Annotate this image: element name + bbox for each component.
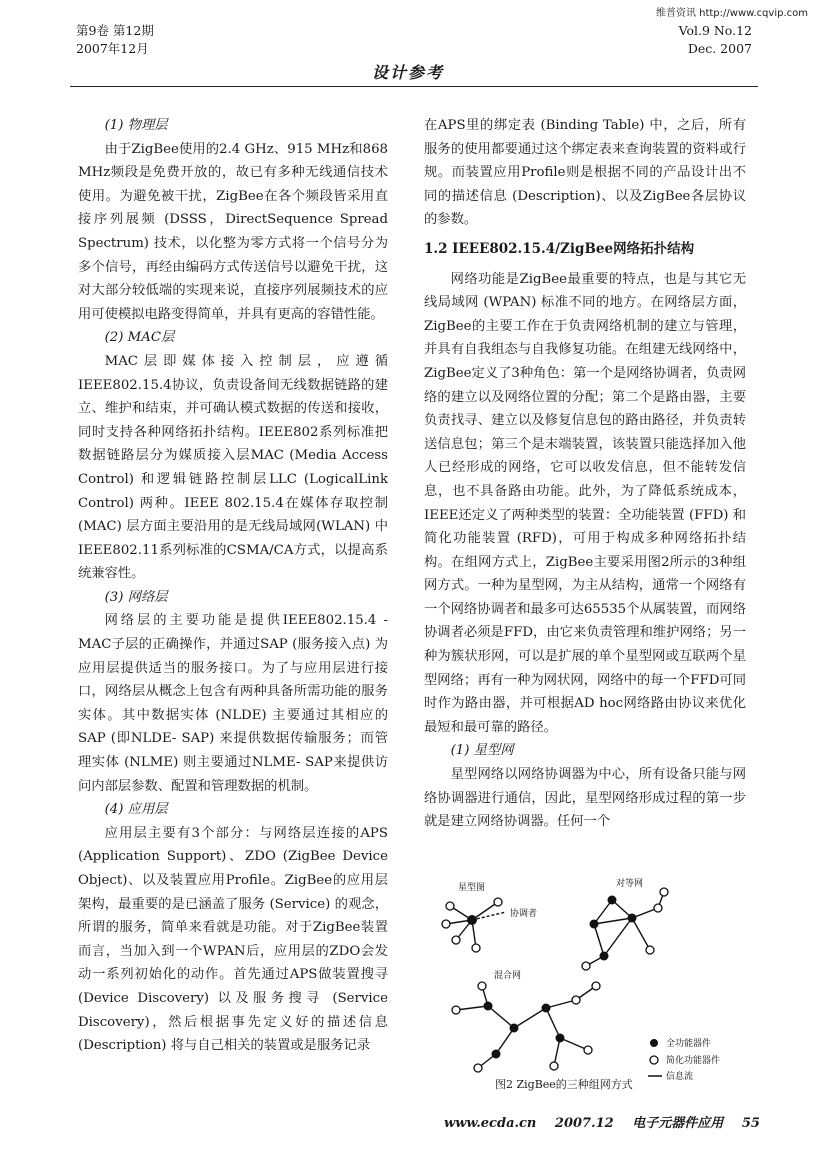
- left-column: [78, 114, 388, 1058]
- label-star: 星型图: [458, 883, 486, 893]
- footer-journal: 电子元器件应用: [632, 1116, 724, 1131]
- volume-label: 第9卷 第12期: [76, 23, 154, 38]
- legend-rfd-symbol: [650, 1056, 658, 1064]
- header-right: [679, 22, 752, 58]
- header-left: [76, 22, 154, 58]
- legend-ffd: 全功能器件: [666, 1039, 712, 1049]
- label-mixed: 混合网: [494, 971, 522, 981]
- label-peer: 对等网: [616, 879, 644, 889]
- issue-date: 2007年12月: [76, 41, 149, 56]
- header-rule: [70, 86, 758, 87]
- footer-site: www.ecdа.cn: [444, 1116, 537, 1131]
- footer-issue: 2007.12: [554, 1116, 614, 1131]
- date-en: Dec. 2007: [687, 41, 752, 56]
- subsection-title: (1) 星型网: [450, 743, 514, 759]
- label-coordinator: 协调者: [510, 909, 538, 919]
- paragraph: 网络功能是ZigBee最重要的特点，也是与其它无线局域网 (WPAN) 标准不同的地方。在网络层方面，ZigBee的主要工作在于负责网络机制的建立与管理，并具有自我组态与自我修复功能。在组建无线网络中，ZigBee定义了3种角色：第一个是网络协调者，负责网络的建立以及网络位置的分配；第二个是路由器，主要负责找寻、建立以及修复信息包的路由路径，并负责转送信息包；第三个是末端装置，该装置只能选择加入他人已经形成的网络，它可以收发信息，但不能转发信息，也不具备路由功能。此外，为了降低系统成本，IEEE还定义了两种类型的装置：全功能装置 (FFD) 和简化功能装置 (RFD)，可用于构成多种网络拓扑结构。在组网方式上，ZigBee主要采用图2所示的3种组网方式。一种为星型网，为主从结构，通常一个网络有一个网络协调者和最多可达65535个从属装置，而网络协调者必须是FFD，由它来负责管理和维护网络；另一种为簇状形网，可以是扩展的单个星型网或互联两个星型网络；再有一种为网状网，网络中的每一个FFD可同时作为路由器，并可根据AD hoc网络路由协议来优化最短和最可靠的路径。: [424, 271, 746, 735]
- subsection-title: (1) 物理层: [104, 118, 168, 133]
- paragraph: 在APS里的绑定表 (Binding Table) 中，之后，所有服务的使用都要通过这个绑定表来查询装置的资料或行规。而装置应用Profile则是根据不同的产品设计出不同的描述信息 (Description)、以及ZigBee各层协议的参数。: [424, 118, 746, 228]
- footer-page: 55: [741, 1116, 760, 1131]
- legend-flow: 信息流: [666, 1072, 694, 1082]
- column-title: 设计参考: [372, 63, 445, 82]
- paragraph: 由于ZigBee使用的2.4 GHz、915 MHz和868 MHz频段是免费开放的，故已有多种无线通信技术使用。为避免被干扰，ZigBee在各个频段皆采用直接序列展频 (DSSS，DirectSequence Spread Spectrum) 技术，以化整为零方式将一个信号分为多个信号，再经由编码方式传送信号以避免干扰，这对大部分较低端的实现来说，直接序列展频技术的应用可使模拟电路变得简单，并具有更高的容错性能。: [78, 141, 388, 322]
- page-footer: [444, 1112, 774, 1131]
- paragraph: 网络层的主要功能是提供IEEE802.15.4 - MAC子层的正确操作，并通过SAP (服务接入点) 为应用层提供适当的服务接口。为了与应用层进行接口，网络层从概念上包含有两种具备所需功能的服务实体。其中数据实体 (NLDE) 主要通过其相应的SAP (即NLDE- SAP) 来提供数据传输服务；而管理实体 (NLME) 则主要通过NLME- SAP来提供访问内部层参数、配置和管理数据的机制。: [78, 613, 388, 794]
- figure-caption: 图2 ZigBee的三种组网方式: [495, 1078, 633, 1091]
- watermark: 维普资讯 http://www.cqvip.com: [655, 8, 808, 19]
- volume-en: Vol.9 No.12: [678, 23, 752, 38]
- section-heading: 1.2 IEEE802.15.4/ZigBee网络拓扑结构: [424, 240, 695, 257]
- legend-ffd-symbol: [650, 1039, 658, 1047]
- subsection-title: (3) 网络层: [104, 589, 168, 605]
- paragraph: MAC层即媒体接入控制层，应遵循IEEE802.15.4协议，负责设备间无线数据链路的建立、维护和结束，并可确认模式数据的传送和接收，同时支持各种网络拓扑结构。IEEE802系列标准把数据链路层分为媒质接入层MAC (Media Access Control) 和逻辑链路控制层LLC (LogicalLink Control) 两种。IEEE 802.15.4在媒体存取控制 (MAC) 层方面主要沿用的是无线局域网(WLAN) 中IEEE802.11系列标准的CSMA/CA方式，以提高系统兼容性。: [78, 353, 388, 582]
- paragraph: 应用层主要有3个部分：与网络层连接的APS (Application Support)、ZDO (ZigBee Device Object)、以及装置应用Profile。ZigBee的应用层架构，最重要的是已涵盖了服务 (Service) 的观念，所谓的服务，简单来看就是功能。对于ZigBee装置而言，当加入到一个WPAN后，应用层的ZDO会发动一系列初始化的动作。首先通过APS做装置搜寻 (Device Discovery) 以及服务搜寻 (Service Discovery)，然后根据事先定义好的描述信息 (Description) 将与自己相关的装置或是服务记录: [78, 825, 388, 1054]
- topology-diagram: [436, 878, 736, 1098]
- network-figure: [436, 878, 736, 1098]
- subsection-title: (2) MAC层: [104, 330, 175, 346]
- legend-rfd: 简化功能器件: [666, 1056, 721, 1066]
- subsection-title: (4) 应用层: [104, 802, 168, 818]
- paragraph: 星型网络以网络协调器为中心，所有设备只能与网络协调器进行通信，因此，星型网络形成过程的第一步就是建立网络协调器。任何一个: [424, 767, 746, 830]
- right-column: [424, 114, 746, 834]
